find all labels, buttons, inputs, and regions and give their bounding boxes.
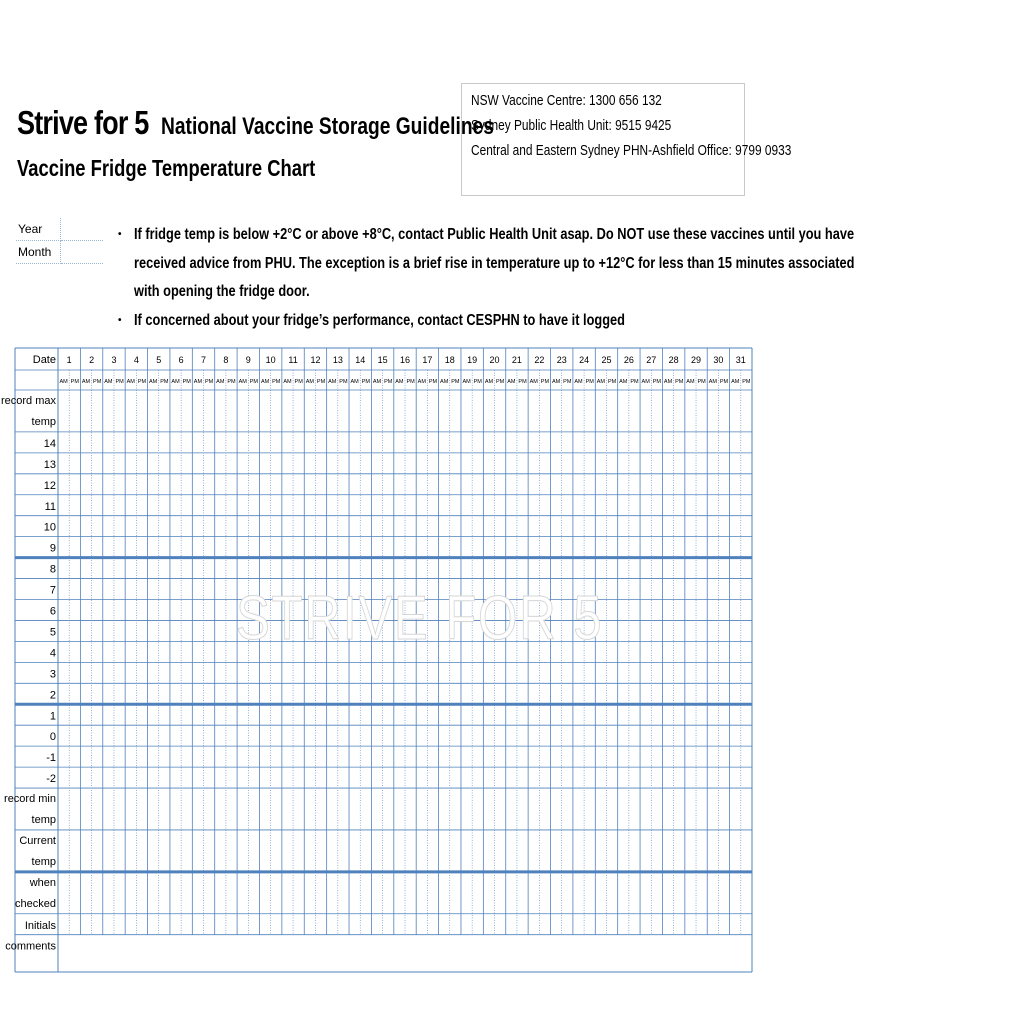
row-label: 14 xyxy=(43,437,56,450)
am-label: AM xyxy=(149,379,158,385)
am-label: AM xyxy=(686,379,695,385)
row-label: 7 xyxy=(49,584,56,597)
day-number: 14 xyxy=(355,355,366,365)
day-number: 15 xyxy=(377,355,388,365)
day-number: 3 xyxy=(111,355,117,365)
row-label: 10 xyxy=(43,521,56,534)
guidelines-title: National Vaccine Storage Guidelines xyxy=(161,113,494,140)
row-label: 3 xyxy=(49,668,56,681)
pm-label: PM xyxy=(361,379,370,385)
instruction-item: • If concerned about your fridge’s performance, contact CESPHN to have it logged xyxy=(118,307,738,336)
pm-label: PM xyxy=(93,379,102,385)
pm-label: PM xyxy=(697,379,706,385)
pm-label: PM xyxy=(70,379,79,385)
pm-label: PM xyxy=(160,379,169,385)
row-label: 6 xyxy=(49,605,56,618)
am-label: AM xyxy=(529,379,538,385)
row-label: 13 xyxy=(43,458,56,471)
am-label: AM xyxy=(484,379,494,385)
day-number: 20 xyxy=(489,355,500,365)
instruction-continuation: with opening the fridge door. xyxy=(134,283,310,300)
day-number: 6 xyxy=(178,355,184,365)
day-number: 26 xyxy=(623,355,634,365)
am-label: AM xyxy=(663,379,673,385)
day-number: 9 xyxy=(245,355,251,365)
am-label: AM xyxy=(551,379,561,385)
day-number: 23 xyxy=(556,355,567,365)
contact-public-health-unit: Sydney Public Health Unit: 9515 9425 xyxy=(471,118,672,134)
page-title: Strive for 5 xyxy=(17,104,149,141)
pm-label: PM xyxy=(585,379,594,385)
pm-label: PM xyxy=(294,379,303,385)
day-number: 12 xyxy=(310,355,321,365)
row-label: record max xyxy=(0,395,56,407)
pm-label: PM xyxy=(630,379,639,385)
pm-label: PM xyxy=(406,379,415,385)
pm-label: PM xyxy=(249,379,259,385)
row-label: 8 xyxy=(49,563,56,576)
pm-label: PM xyxy=(316,379,326,385)
am-label: AM xyxy=(216,379,225,385)
contact-phn-office: Central and Eastern Sydney PHN-Ashfield Office: 9799 0933 xyxy=(471,143,792,159)
row-label: comments xyxy=(5,940,56,953)
pm-label: PM xyxy=(518,379,527,385)
am-label: AM xyxy=(395,379,404,385)
contact-vaccine-centre: NSW Vaccine Centre: 1300 656 132 xyxy=(471,93,662,109)
chart-title: Vaccine Fridge Temperature Chart xyxy=(17,155,316,181)
day-number: 1 xyxy=(66,355,72,365)
day-number: 16 xyxy=(399,355,411,365)
row-label: 0 xyxy=(49,731,56,744)
pm-label: PM xyxy=(339,379,348,385)
day-number: 7 xyxy=(201,355,207,365)
am-label: AM xyxy=(305,379,314,385)
pm-label: PM xyxy=(384,379,393,385)
am-label: AM xyxy=(417,379,426,385)
day-number: 28 xyxy=(668,355,679,365)
pm-label: PM xyxy=(675,379,684,385)
row-label: temp xyxy=(31,415,56,428)
watermark: STRIVE FOR 5 xyxy=(236,584,604,653)
day-number: 8 xyxy=(223,355,229,365)
am-label: AM xyxy=(126,379,135,385)
row-label: Current xyxy=(19,834,56,847)
row-label: 9 xyxy=(49,542,56,555)
month-label: Month xyxy=(16,241,61,264)
pm-label: PM xyxy=(451,379,460,385)
day-number: 27 xyxy=(646,355,657,365)
instruction-continuation: received advice from PHU. The exception is a brief rise in temperature up to +12°C for less than 15 minutes associated xyxy=(134,254,855,272)
pm-label: PM xyxy=(742,379,751,385)
pm-label: PM xyxy=(540,379,550,385)
am-label: AM xyxy=(462,379,471,385)
pm-label: PM xyxy=(563,379,572,385)
am-label: AM xyxy=(193,379,203,385)
row-label: when xyxy=(29,876,56,889)
row-label: 4 xyxy=(49,647,56,660)
pm-label: PM xyxy=(204,379,214,385)
day-number: 10 xyxy=(265,355,276,365)
pm-label: PM xyxy=(115,379,124,385)
year-label: Year xyxy=(16,218,61,241)
day-number: 2 xyxy=(89,355,95,365)
pm-label: PM xyxy=(652,379,661,385)
pm-label: PM xyxy=(473,379,482,385)
am-label: AM xyxy=(283,379,292,385)
row-label: -2 xyxy=(46,773,56,786)
row-label: 11 xyxy=(44,500,56,513)
am-label: AM xyxy=(641,379,650,385)
day-number: 5 xyxy=(156,355,162,365)
day-number: 21 xyxy=(511,355,522,365)
am-label: AM xyxy=(574,379,583,385)
pm-label: PM xyxy=(137,379,147,385)
bullet-icon: • xyxy=(118,229,122,240)
day-number: 25 xyxy=(601,355,612,365)
am-label: AM xyxy=(81,379,91,385)
row-label: -1 xyxy=(46,752,56,765)
row-label: record min xyxy=(4,793,56,806)
instruction-item: • If fridge temp is below +2°C or above +8°C, contact Public Health Unit asap. Do NOT use these vaccines until you have xyxy=(118,221,738,250)
day-number: 31 xyxy=(735,355,746,365)
am-label: AM xyxy=(372,379,382,385)
day-number: 11 xyxy=(288,355,298,365)
am-label: AM xyxy=(59,379,68,385)
am-label: AM xyxy=(238,379,247,385)
day-number: 18 xyxy=(444,355,455,365)
row-label: checked xyxy=(15,897,56,910)
pm-label: PM xyxy=(227,379,236,385)
am-label: AM xyxy=(350,379,359,385)
am-label: AM xyxy=(596,379,606,385)
am-label: AM xyxy=(619,379,628,385)
pm-label: PM xyxy=(607,379,617,385)
day-number: 22 xyxy=(534,355,545,365)
date-label: Date xyxy=(32,354,56,366)
pm-label: PM xyxy=(428,379,438,385)
am-label: AM xyxy=(104,379,113,385)
day-number: 29 xyxy=(691,355,702,365)
day-number: 17 xyxy=(422,355,433,365)
row-label: temp xyxy=(31,814,56,826)
row-label: 1 xyxy=(49,710,56,723)
row-label: 12 xyxy=(43,479,56,492)
day-number: 24 xyxy=(579,355,590,365)
am-label: AM xyxy=(440,379,449,385)
am-label: AM xyxy=(328,379,337,385)
row-label: Initials xyxy=(24,919,56,932)
day-number: 13 xyxy=(332,355,343,365)
pm-label: PM xyxy=(719,379,729,385)
day-number: 19 xyxy=(467,355,478,365)
day-number: 30 xyxy=(713,355,724,365)
row-label: 2 xyxy=(49,689,56,702)
am-label: AM xyxy=(708,379,717,385)
pm-label: PM xyxy=(496,379,505,385)
am-label: AM xyxy=(171,379,180,385)
am-label: AM xyxy=(731,379,740,385)
bullet-icon: • xyxy=(118,314,122,326)
pm-label: PM xyxy=(182,379,191,385)
row-label: 5 xyxy=(49,626,56,639)
am-label: AM xyxy=(260,379,270,385)
am-label: AM xyxy=(507,379,516,385)
day-number: 4 xyxy=(133,355,139,365)
row-label: temp xyxy=(31,855,56,868)
pm-label: PM xyxy=(272,379,281,385)
